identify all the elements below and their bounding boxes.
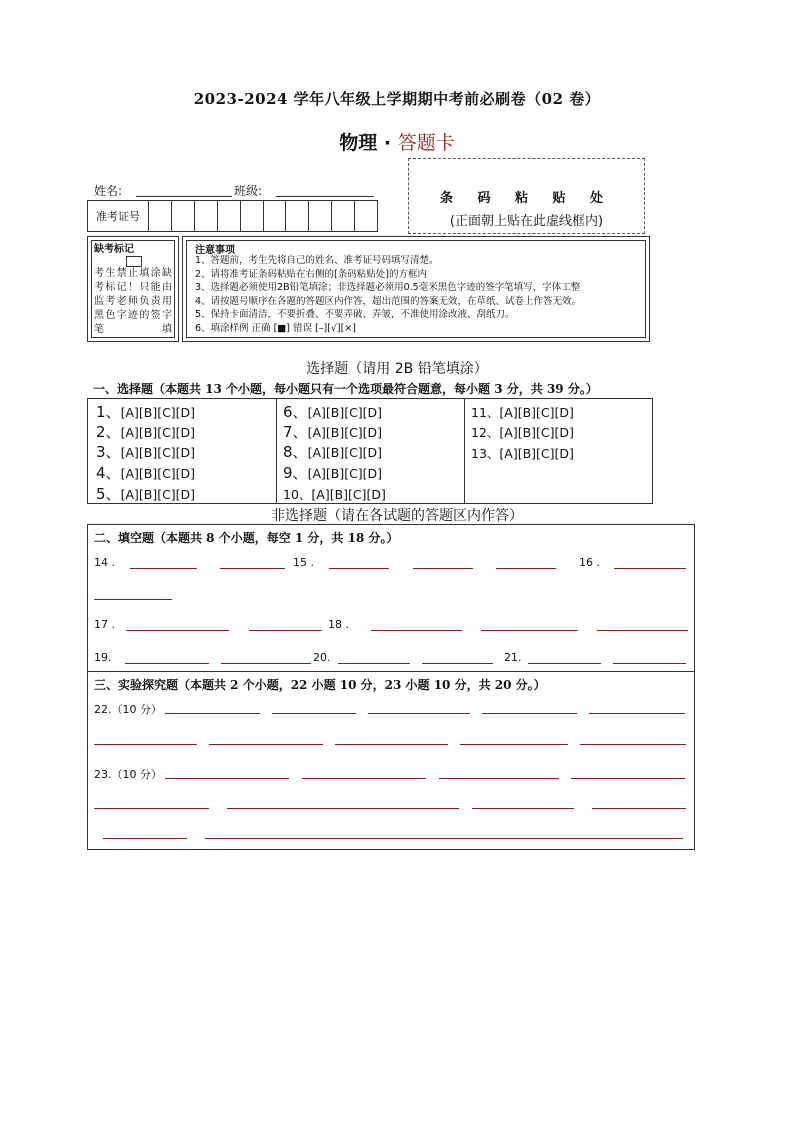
- answer-blank[interactable]: [302, 778, 426, 779]
- exam-id-cell[interactable]: [195, 201, 218, 231]
- choice-heading: 选择题（请用 2B 铅笔填涂）: [306, 361, 488, 377]
- choice-question[interactable]: 5、[A][B][C][D]: [96, 485, 196, 503]
- answer-blank[interactable]: [227, 808, 459, 809]
- question-number: 15 .: [293, 556, 314, 569]
- choice-question[interactable]: 7、[A][B][C][D]: [283, 423, 383, 441]
- exam-id-cell[interactable]: [264, 201, 287, 231]
- question-number: 23.（10 分）: [94, 768, 162, 781]
- answer-blank[interactable]: [371, 630, 462, 631]
- note-item: 6、填涂样例 正确 [■] 错误 [–][√][×]: [195, 322, 357, 334]
- answer-blank[interactable]: [94, 744, 197, 745]
- notes-list: [195, 254, 581, 335]
- exam-id-cell[interactable]: [218, 201, 241, 231]
- choice-question[interactable]: 8、[A][B][C][D]: [283, 443, 383, 461]
- absent-title: 缺考标记: [94, 244, 134, 255]
- section-divider: [88, 671, 694, 672]
- exam-id-cell[interactable]: [286, 201, 309, 231]
- exam-id-label: 准考证号: [88, 201, 149, 231]
- barcode-title: 条 码 粘 贴 处: [439, 191, 614, 206]
- answer-area: [87, 524, 695, 850]
- choice-question[interactable]: 10、[A][B][C][D]: [283, 487, 386, 502]
- absent-checkbox[interactable]: [126, 256, 142, 267]
- exam-id-cell[interactable]: [355, 201, 377, 231]
- question-number: 16 .: [579, 556, 600, 569]
- answer-blank[interactable]: [103, 838, 187, 839]
- answer-blank[interactable]: [482, 713, 577, 714]
- exam-id-cell[interactable]: [149, 201, 172, 231]
- page-title: 2023-2024 学年八年级上学期期中考前必刷卷（02 卷）: [193, 90, 601, 108]
- card-subtitle: [0, 128, 794, 155]
- choice-column: [88, 399, 277, 503]
- notes-box: [182, 236, 650, 342]
- answer-blank[interactable]: [422, 663, 493, 664]
- question-number: 22.（10 分）: [94, 703, 162, 716]
- choice-question[interactable]: 2、[A][B][C][D]: [96, 423, 196, 441]
- choice-question[interactable]: 11、[A][B][C][D]: [471, 405, 574, 420]
- answer-blank[interactable]: [205, 838, 683, 839]
- choice-question[interactable]: 13、[A][B][C][D]: [471, 446, 574, 461]
- answer-blank[interactable]: [439, 778, 559, 779]
- choice-column: [465, 399, 652, 503]
- choice-grid: [87, 398, 653, 504]
- answer-blank[interactable]: [338, 663, 410, 664]
- experiment-title: 三、实验探究题（本题共 2 个小题，22 小题 10 分，23 小题 10 分，共 20 分。）: [94, 678, 546, 692]
- question-number: 17 .: [94, 618, 115, 631]
- answer-blank[interactable]: [496, 568, 556, 569]
- question-number: 14 .: [94, 556, 115, 569]
- answer-blank[interactable]: [165, 713, 260, 714]
- exam-id-grid: [87, 200, 378, 232]
- choice-question[interactable]: 4、[A][B][C][D]: [96, 464, 196, 482]
- answer-blank[interactable]: [335, 744, 448, 745]
- answer-blank[interactable]: [614, 568, 686, 569]
- choice-title: 一、选择题（本题共 13 个小题，每小题只有一个选项最符合题意，每小题 3 分，共 39 分。）: [93, 382, 598, 396]
- exam-id-cell[interactable]: [332, 201, 355, 231]
- nonchoice-heading: 非选择题（请在各试题的答题区内作答）: [271, 508, 523, 524]
- answer-blank[interactable]: [272, 713, 356, 714]
- answer-blank[interactable]: [472, 808, 574, 809]
- answer-blank[interactable]: [329, 568, 389, 569]
- answer-blank[interactable]: [249, 630, 322, 631]
- note-item: 5、保持卡面清洁，不要折叠、不要弄破、弄皱，不准使用涂改液、刮纸刀。: [195, 309, 515, 320]
- note-item: 3、选择题必须使用2B铅笔填涂；非选择题必须用0.5毫米黑色字迹的签字笔填写，字体工整: [195, 282, 581, 293]
- choice-column: [277, 399, 465, 503]
- answer-blank[interactable]: [413, 568, 473, 569]
- absent-mark-box: [87, 236, 179, 342]
- exam-id-cell[interactable]: [172, 201, 195, 231]
- exam-id-cell[interactable]: [241, 201, 264, 231]
- answer-blank[interactable]: [94, 599, 172, 600]
- answer-blank[interactable]: [368, 713, 470, 714]
- answer-blank[interactable]: [221, 663, 311, 664]
- answer-blank[interactable]: [125, 663, 209, 664]
- note-item: 4、请按题号顺序在各题的答题区内作答，超出范围的答案无效，在草纸、试卷上作答无效。: [195, 295, 582, 307]
- class-label: 班级:: [234, 184, 263, 198]
- answer-blank[interactable]: [460, 744, 568, 745]
- answer-blank[interactable]: [589, 713, 685, 714]
- question-number: 21.: [504, 651, 522, 664]
- barcode-hint: (正面朝上贴在此虚线框内): [449, 214, 604, 229]
- answer-blank[interactable]: [597, 630, 688, 631]
- subtitle-dot: ·: [383, 132, 392, 154]
- note-item: 2、请将准考证条码粘贴在右侧的[条码粘贴处]的方框内: [195, 268, 427, 280]
- question-number: 20.: [313, 651, 331, 664]
- answer-blank[interactable]: [165, 778, 289, 779]
- class-field[interactable]: [276, 182, 374, 197]
- answer-blank[interactable]: [571, 778, 685, 779]
- answer-blank[interactable]: [592, 808, 686, 809]
- answer-blank[interactable]: [130, 568, 197, 569]
- choice-question[interactable]: 12、[A][B][C][D]: [471, 425, 574, 440]
- choice-question[interactable]: 1、[A][B][C][D]: [96, 403, 196, 421]
- question-number: 18 .: [328, 618, 349, 631]
- card-label: 答题卡: [397, 132, 455, 154]
- choice-question[interactable]: 9、[A][B][C][D]: [283, 464, 383, 482]
- answer-blank[interactable]: [528, 663, 601, 664]
- answer-blank[interactable]: [613, 663, 686, 664]
- answer-blank[interactable]: [220, 568, 285, 569]
- absent-text: 考生禁止填涂缺考标记！只能由监考老师负责用黑色字迹的签字笔填: [94, 268, 172, 335]
- note-item: 1、答题前，考生先将自己的姓名、准考证号码填写清楚。: [195, 255, 439, 266]
- notes-title: 注意事项: [195, 245, 235, 256]
- fill-blank-title: 二、填空题（本题共 8 个小题，每空 1 分，共 18 分。）: [94, 531, 399, 545]
- name-label: 姓名:: [94, 184, 123, 198]
- question-number: 19.: [94, 651, 112, 664]
- name-field[interactable]: [136, 182, 232, 197]
- exam-id-cell[interactable]: [309, 201, 332, 231]
- barcode-area: [408, 158, 645, 234]
- choice-question[interactable]: 3、[A][B][C][D]: [96, 443, 196, 461]
- choice-question[interactable]: 6、[A][B][C][D]: [283, 403, 383, 421]
- answer-blank[interactable]: [481, 630, 578, 631]
- answer-blank[interactable]: [580, 744, 686, 745]
- answer-blank[interactable]: [126, 630, 229, 631]
- subject-label: 物理: [339, 132, 378, 154]
- answer-blank[interactable]: [209, 744, 323, 745]
- answer-blank[interactable]: [94, 808, 209, 809]
